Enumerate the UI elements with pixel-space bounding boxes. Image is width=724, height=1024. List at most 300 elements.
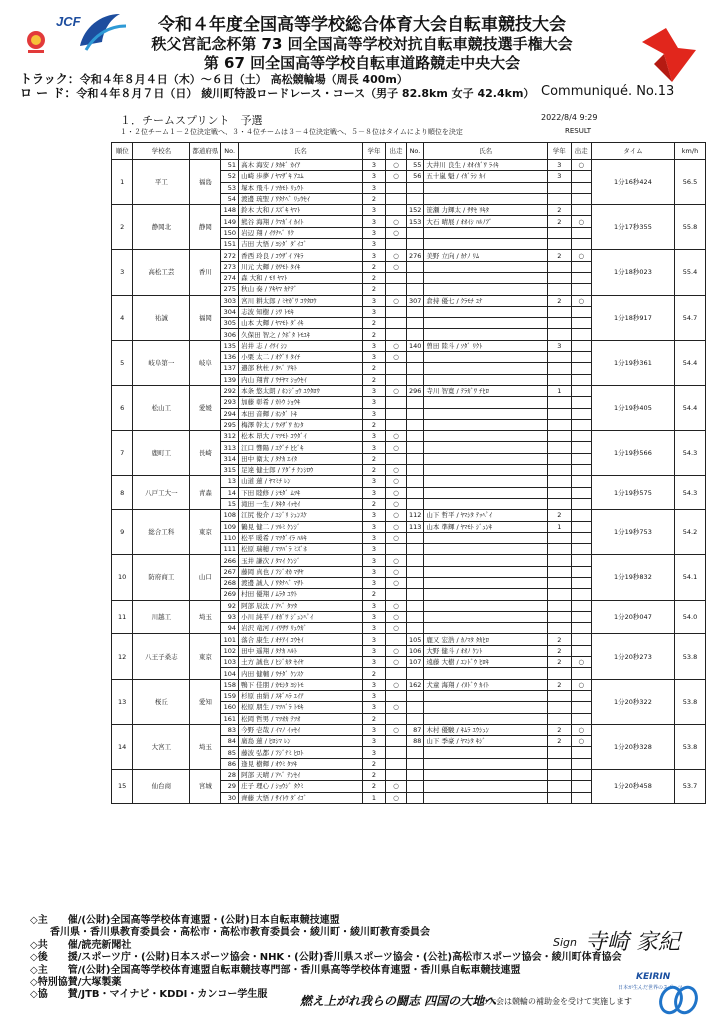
rider-grade-right (547, 577, 571, 588)
header-name-right: 氏名 (424, 143, 548, 160)
rider-name-right (424, 544, 548, 555)
rider-grade-left: 3 (362, 623, 386, 634)
rider-no-left: 109 (221, 521, 239, 532)
rider-no-left: 102 (221, 645, 239, 656)
rider-name-right (424, 431, 548, 442)
rider-grade-right: 1 (547, 521, 571, 532)
rider-start-left (386, 544, 406, 555)
team-rank: 6 (112, 385, 133, 430)
rider-grade-right: 2 (547, 724, 571, 735)
rider-name-left: 村田 優翔 / ﾑﾗﾀ ﾕｳﾄ (239, 589, 363, 600)
header-pref: 都道府県 (190, 143, 221, 160)
rider-start-right: ○ (571, 679, 591, 690)
rider-start-left: ○ (386, 577, 406, 588)
rider-name-right (424, 318, 548, 329)
rider-no-right: 88 (406, 736, 424, 747)
team-pref: 福島 (190, 160, 221, 205)
rider-start-left (386, 589, 406, 600)
rider-start-left (386, 713, 406, 724)
rider-grade-right (547, 781, 571, 792)
rider-no-right (406, 329, 424, 340)
rider-grade-left: 3 (362, 634, 386, 645)
table-row (112, 160, 706, 171)
rider-no-right (406, 272, 424, 283)
rider-start-right (571, 306, 591, 317)
rider-name-left: 吉田 大悟 / ﾖｼﾀﾞ ﾀﾞｲｺﾞ (239, 239, 363, 250)
rider-grade-right (547, 363, 571, 374)
rider-start-right (571, 634, 591, 645)
rider-name-left: 小栗 太二 / ｵｸﾞﾘ ﾀｲﾁ (239, 352, 363, 363)
rider-grade-left: 3 (362, 385, 386, 396)
rider-grade-right (547, 792, 571, 803)
rider-grade-right (547, 566, 571, 577)
team-school: 総合工科 (133, 510, 190, 555)
rider-name-left: 小川 純平 / ｵｶﾞﾜ ｼﾞｭﾝﾍﾟｲ (239, 611, 363, 622)
header-start-left: 出走 (386, 143, 406, 160)
rider-no-left: 53 (221, 182, 239, 193)
rider-grade-left: 3 (362, 724, 386, 735)
team-pref: 福岡 (190, 295, 221, 340)
team-school: 大宮工 (133, 724, 190, 769)
rider-no-left: 266 (221, 555, 239, 566)
team-pref: 埼玉 (190, 600, 221, 634)
rider-no-right (406, 555, 424, 566)
team-speed: 54.3 (675, 476, 706, 510)
table-row (112, 205, 706, 216)
team-pref: 東京 (190, 510, 221, 555)
rider-no-right (406, 611, 424, 622)
table-row (112, 340, 706, 351)
team-pref: 青森 (190, 476, 221, 510)
rider-grade-left: 2 (362, 272, 386, 283)
rider-no-left: 160 (221, 702, 239, 713)
table-row (112, 295, 706, 306)
team-pref: 宮城 (190, 770, 221, 804)
table-header-row (112, 143, 706, 160)
rider-name-left: 今野 壱哉 / ｲﾏﾉ ｲｯｾｲ (239, 724, 363, 735)
rider-no-left: 101 (221, 634, 239, 645)
keirin-tagline: 日本が生んだ世界のスポーツ (618, 985, 683, 991)
rider-start-left (386, 205, 406, 216)
rider-no-left: 103 (221, 657, 239, 668)
rider-name-right (424, 747, 548, 758)
rider-start-right (571, 193, 591, 204)
rider-start-right (571, 272, 591, 283)
rider-name-left: 阿部 辰汰 / ｱﾍﾞ ﾀﾂﾀ (239, 600, 363, 611)
rider-start-right: ○ (571, 160, 591, 171)
track-info-text: 令和４年８月４日（木）～６日（土） 高松競輪場（周長 400m） (79, 73, 408, 86)
team-time: 1分19秒832 (591, 555, 674, 600)
rider-grade-left: 3 (362, 657, 386, 668)
rider-no-right: 276 (406, 250, 424, 261)
rider-no-left: 267 (221, 566, 239, 577)
rider-start-left: ○ (386, 702, 406, 713)
header-no-left: No. (221, 143, 239, 160)
rider-start-right (571, 397, 591, 408)
rider-no-right: 307 (406, 295, 424, 306)
rider-name-right: 木村 優駿 / ｷﾑﾗ ﾕｳｼｭﾝ (424, 724, 548, 735)
rider-start-right (571, 792, 591, 803)
rider-name-right (424, 555, 548, 566)
rider-grade-left: 1 (362, 792, 386, 803)
road-info-text: 令和４年８月７日（日） 綾川町特設ロードレース・コース（男子 82.8km 女子 42.4km） (76, 87, 535, 100)
rider-start-right (571, 702, 591, 713)
team-school: 岐阜第一 (133, 340, 190, 385)
rider-name-left: 志波 知樹 / ｼﾜ ﾄﾓｷ (239, 306, 363, 317)
rider-name-left: 田中 衛太 / ﾀﾅｶ ｴｲﾀ (239, 453, 363, 464)
team-school: 仙台商 (133, 770, 190, 804)
rider-start-right (571, 600, 591, 611)
communique-number: Communiqué. No.13 (541, 84, 675, 99)
team-pref: 山口 (190, 555, 221, 600)
rider-name-left: 山崎 歩夢 / ﾔﾏｻﾞｷ ｱﾕﾑ (239, 171, 363, 182)
rider-no-right (406, 668, 424, 679)
rider-grade-left: 2 (362, 770, 386, 781)
support-note: この大会は競輪の補助金を受けて実施します (472, 997, 632, 1006)
rider-grade-right (547, 453, 571, 464)
rider-no-left: 104 (221, 668, 239, 679)
rider-name-right: 大石 晴展 / ｵｵｲｼ ﾊﾙﾉﾌﾞ (424, 216, 548, 227)
rider-grade-right: 1 (547, 385, 571, 396)
rider-start-right (571, 781, 591, 792)
team-speed: 54.2 (675, 510, 706, 555)
rider-name-left: 江尻 俊介 / ｴｼﾞﾘ ｼｭﾝｽｹ (239, 510, 363, 521)
team-speed: 54.4 (675, 340, 706, 385)
rider-start-right (571, 487, 591, 498)
rider-no-right (406, 713, 424, 724)
rider-name-right (424, 453, 548, 464)
rider-start-right (571, 329, 591, 340)
rider-start-right (571, 758, 591, 769)
rider-grade-left: 3 (362, 521, 386, 532)
rider-grade-left: 2 (362, 781, 386, 792)
rider-no-left: 273 (221, 261, 239, 272)
rider-name-right (424, 363, 548, 374)
team-time: 1分19秒566 (591, 431, 674, 476)
rider-start-left: ○ (386, 498, 406, 509)
rider-name-left: 松本 昂大 / ﾏﾂﾓﾄ ｺｳﾀﾞｲ (239, 431, 363, 442)
rider-name-right: 犬童 海翔 / ｲﾇﾄﾞｳ ｶｲﾄ (424, 679, 548, 690)
rider-start-left: ○ (386, 532, 406, 543)
rider-no-right (406, 363, 424, 374)
rider-no-left: 148 (221, 205, 239, 216)
rider-start-right (571, 713, 591, 724)
rider-grade-right (547, 476, 571, 487)
rider-name-left: 内田 健輔 / ｳﾁﾀﾞ ｹﾝｽｹ (239, 668, 363, 679)
rider-name-right: 山本 準輝 / ﾔﾏﾓﾄ ｼﾞｭﾝｷ (424, 521, 548, 532)
rider-start-left: ○ (386, 442, 406, 453)
rider-no-left: 139 (221, 374, 239, 385)
rider-name-right (424, 397, 548, 408)
team-time: 1分20秒458 (591, 770, 674, 804)
team-speed: 54.3 (675, 431, 706, 476)
rider-grade-right (547, 318, 571, 329)
rider-no-right: 162 (406, 679, 424, 690)
rider-name-left: 江口 響陽 / ｴｸﾞﾁ ﾋﾋﾞｷ (239, 442, 363, 453)
rider-name-left: 庄子 理心 / ｼｮｳｼﾞ ﾀｸﾐ (239, 781, 363, 792)
team-pref: 静岡 (190, 205, 221, 250)
rider-name-right: 五十嵐 魁 / ｲｶﾞﾗｼ ｶｲ (424, 171, 548, 182)
rider-name-left: 鴨下 佳朋 / ｶﾓｼﾀ ﾖｼﾄﾓ (239, 679, 363, 690)
rider-name-right (424, 589, 548, 600)
rider-no-left: 84 (221, 736, 239, 747)
rider-name-left: 森 大和 / ﾓﾘ ﾔﾏﾄ (239, 272, 363, 283)
rider-no-right: 153 (406, 216, 424, 227)
rider-name-left: 香西 玲良 / ｺｳｻﾞｲ ｱｷﾗ (239, 250, 363, 261)
rider-grade-left: 3 (362, 216, 386, 227)
rider-no-right: 106 (406, 645, 424, 656)
rider-grade-left: 3 (362, 205, 386, 216)
rider-no-right: 152 (406, 205, 424, 216)
table-row (112, 385, 706, 396)
rider-name-right (424, 352, 548, 363)
rider-no-left: 295 (221, 419, 239, 430)
team-speed: 55.8 (675, 205, 706, 250)
rider-grade-right (547, 611, 571, 622)
rider-start-right (571, 408, 591, 419)
rider-name-left: 松岡 哲男 / ﾏﾂｵｶ ﾃﾂｵ (239, 713, 363, 724)
rider-start-left: ○ (386, 216, 406, 227)
team-speed: 53.8 (675, 724, 706, 769)
rider-name-right: 笹瀬 力輝太 / ｻｻｾ ﾘｷﾀ (424, 205, 548, 216)
rider-start-right (571, 352, 591, 363)
rider-no-left: 312 (221, 431, 239, 442)
team-rank: 7 (112, 431, 133, 476)
rider-no-right (406, 239, 424, 250)
rider-no-right (406, 453, 424, 464)
rider-start-left (386, 668, 406, 679)
track-label: トラック： (20, 72, 80, 86)
event-title: １．チームスプリント 予選 (120, 114, 263, 127)
rider-start-right: ○ (571, 736, 591, 747)
rider-start-right: ○ (571, 295, 591, 306)
rider-name-left: 塚本 飛斗 / ﾂｶﾓﾄ ﾘｭｳﾄ (239, 182, 363, 193)
rider-grade-left: 3 (362, 442, 386, 453)
team-pref: 愛知 (190, 679, 221, 724)
rider-start-right (571, 532, 591, 543)
rider-no-left: 93 (221, 611, 239, 622)
rider-name-right (424, 272, 548, 283)
rider-name-left: 山道 蓮 / ﾔﾏﾐﾁ ﾚﾝ (239, 476, 363, 487)
team-time: 1分19秒753 (591, 510, 674, 555)
rider-no-right (406, 419, 424, 430)
rider-grade-right: 3 (547, 160, 571, 171)
rider-no-right (406, 747, 424, 758)
rider-no-left: 313 (221, 442, 239, 453)
rider-name-left: 山本 大輝 / ﾔﾏﾓﾄ ﾀﾞｲｷ (239, 318, 363, 329)
team-rank: 2 (112, 205, 133, 250)
rider-no-right: 55 (406, 160, 424, 171)
rider-grade-left: 3 (362, 566, 386, 577)
rider-name-right (424, 668, 548, 679)
rider-name-right (424, 227, 548, 238)
rider-grade-left: 3 (362, 397, 386, 408)
table-row (112, 476, 706, 487)
team-rank: 10 (112, 555, 133, 600)
sign-label: Sign (553, 936, 577, 949)
rider-start-left: ○ (386, 227, 406, 238)
team-rank: 8 (112, 476, 133, 510)
rider-start-left (386, 318, 406, 329)
rider-grade-right (547, 374, 571, 385)
rider-grade-right (547, 555, 571, 566)
rider-name-left: 杉原 由絹 / ｽｷﾞﾊﾗ ﾕｲｱ (239, 690, 363, 701)
rider-no-right (406, 770, 424, 781)
rider-grade-right (547, 182, 571, 193)
rider-no-left: 314 (221, 453, 239, 464)
road-label: ロ ー ド： (20, 86, 77, 100)
rider-no-right (406, 702, 424, 713)
rider-grade-left: 2 (362, 193, 386, 204)
rider-grade-left: 3 (362, 306, 386, 317)
rider-grade-left: 3 (362, 702, 386, 713)
team-time: 1分19秒575 (591, 476, 674, 510)
rider-start-right (571, 544, 591, 555)
team-speed: 53.8 (675, 679, 706, 724)
rider-grade-right (547, 284, 571, 295)
table-row (112, 634, 706, 645)
rider-grade-left: 3 (362, 487, 386, 498)
rider-name-right: 鹿又 宏浩 / ｶﾉﾏﾀ ﾀｶﾋﾛ (424, 634, 548, 645)
team-rank: 3 (112, 250, 133, 295)
rider-grade-right: 2 (547, 250, 571, 261)
event-datetime: 2022/8/4 9:29 (541, 113, 598, 122)
rider-start-left (386, 329, 406, 340)
header-start-right: 出走 (571, 143, 591, 160)
rider-name-left: 岩辺 翔 / ｲﾜﾅﾍﾞ ﾘｸ (239, 227, 363, 238)
rider-no-right (406, 193, 424, 204)
rider-no-left: 92 (221, 600, 239, 611)
rider-start-right (571, 555, 591, 566)
rider-name-left: 内山 翔青 / ｳﾁﾔﾏ ｼｮｳｾｲ (239, 374, 363, 385)
rider-start-left: ○ (386, 160, 406, 171)
rider-start-left (386, 272, 406, 283)
rider-name-right (424, 374, 548, 385)
team-pref: 香川 (190, 250, 221, 295)
rider-no-right (406, 227, 424, 238)
rider-no-right (406, 408, 424, 419)
rider-no-left: 83 (221, 724, 239, 735)
rider-start-left (386, 758, 406, 769)
rider-start-left (386, 284, 406, 295)
footer-organizations: /スポーツ庁・(公財)日本スポーツ協会・NHK・(公財)香川県スポーツ協会・(公社)高松市スポーツ協会・綾川町体育協会 (77, 952, 622, 964)
team-speed: 56.5 (675, 160, 706, 205)
rider-no-left: 137 (221, 363, 239, 374)
rider-name-right (424, 329, 548, 340)
rider-no-left: 293 (221, 397, 239, 408)
rider-no-left: 13 (221, 476, 239, 487)
rider-no-left: 275 (221, 284, 239, 295)
rider-grade-right (547, 589, 571, 600)
team-school: 八戸工大一 (133, 476, 190, 510)
rider-grade-left: 2 (362, 758, 386, 769)
rider-start-left (386, 193, 406, 204)
result-label: RESULT (565, 127, 592, 135)
rider-start-left: ○ (386, 510, 406, 521)
rider-name-right (424, 182, 548, 193)
team-time: 1分17秒355 (591, 205, 674, 250)
rider-name-left: 齊藤 大悟 / ｻｲﾄｳ ﾀﾞｲｺﾞ (239, 792, 363, 803)
rider-name-left: 土方 誠也 / ﾋｼﾞｶﾀ ｾｲﾔ (239, 657, 363, 668)
rider-name-left: 逢見 樹輝 / ｵｳﾐ ﾀﾂｷ (239, 758, 363, 769)
table-row (112, 770, 706, 781)
rider-name-left: 足達 健士郎 / ｱﾀﾞﾁ ｹﾝｼﾛｳ (239, 465, 363, 476)
rider-start-right (571, 374, 591, 385)
table-row (112, 679, 706, 690)
rider-start-left (386, 239, 406, 250)
rider-no-left: 294 (221, 408, 239, 419)
rider-start-left: ○ (386, 657, 406, 668)
rider-name-right (424, 758, 548, 769)
team-rank: 12 (112, 634, 133, 679)
rider-grade-left: 3 (362, 645, 386, 656)
rider-name-left: 下田 睦修 / ｼﾓﾀﾞ ﾑﾂｷ (239, 487, 363, 498)
rider-grade-right (547, 544, 571, 555)
rider-start-left (386, 182, 406, 193)
header-school: 学校名 (133, 143, 190, 160)
rider-grade-right (547, 352, 571, 363)
header-no-right: No. (406, 143, 424, 160)
rider-grade-left: 3 (362, 182, 386, 193)
rider-grade-right: 2 (547, 510, 571, 521)
rider-start-left: ○ (386, 555, 406, 566)
rider-start-right (571, 465, 591, 476)
header-time: タイム (591, 143, 674, 160)
rider-no-left: 29 (221, 781, 239, 792)
rider-grade-right (547, 758, 571, 769)
keirin-oo-logo-icon (656, 980, 700, 1016)
rider-no-left: 86 (221, 758, 239, 769)
rider-start-left (386, 690, 406, 701)
rider-grade-right (547, 623, 571, 634)
rider-no-left: 108 (221, 510, 239, 521)
rider-no-left: 30 (221, 792, 239, 803)
rider-name-left: 松原 朋生 / ﾏﾂﾊﾞﾗ ﾄﾓｷ (239, 702, 363, 713)
rider-start-left (386, 374, 406, 385)
rider-grade-right: 2 (547, 216, 571, 227)
rider-grade-right: 2 (547, 295, 571, 306)
rider-grade-right: 2 (547, 645, 571, 656)
rider-no-left: 85 (221, 747, 239, 758)
team-speed: 53.7 (675, 770, 706, 804)
rider-name-right: 美野 立向 / ｶﾅﾉ ﾘﾑ (424, 250, 548, 261)
rider-start-left: ○ (386, 645, 406, 656)
footer-organizations: /読売新聞社 (77, 939, 132, 951)
rider-start-left (386, 634, 406, 645)
rider-no-right (406, 532, 424, 543)
rider-name-left: 川元 大輝 / ｶﾜﾓﾄ ﾀｲｷ (239, 261, 363, 272)
rider-no-right (406, 758, 424, 769)
rider-no-left: 135 (221, 340, 239, 351)
rider-grade-right (547, 193, 571, 204)
rider-grade-left: 3 (362, 340, 386, 351)
rider-start-right (571, 521, 591, 532)
rider-no-left: 14 (221, 487, 239, 498)
rider-grade-left: 2 (362, 498, 386, 509)
rider-start-left (386, 306, 406, 317)
rider-no-left: 52 (221, 171, 239, 182)
rider-name-right (424, 702, 548, 713)
rider-no-left: 158 (221, 679, 239, 690)
rider-name-left: 鶴見 健二 / ﾂﾙﾐ ｹﾝｼﾞ (239, 521, 363, 532)
rider-start-right: ○ (571, 657, 591, 668)
rider-start-right (571, 363, 591, 374)
results-table-body (112, 160, 706, 804)
team-pref: 岐阜 (190, 340, 221, 385)
rider-no-right (406, 781, 424, 792)
rider-name-left: 藤岡 真也 / ﾌｼﾞｵｶ ﾏｻﾔ (239, 566, 363, 577)
footer-organizations: /大塚製薬 (77, 977, 122, 989)
